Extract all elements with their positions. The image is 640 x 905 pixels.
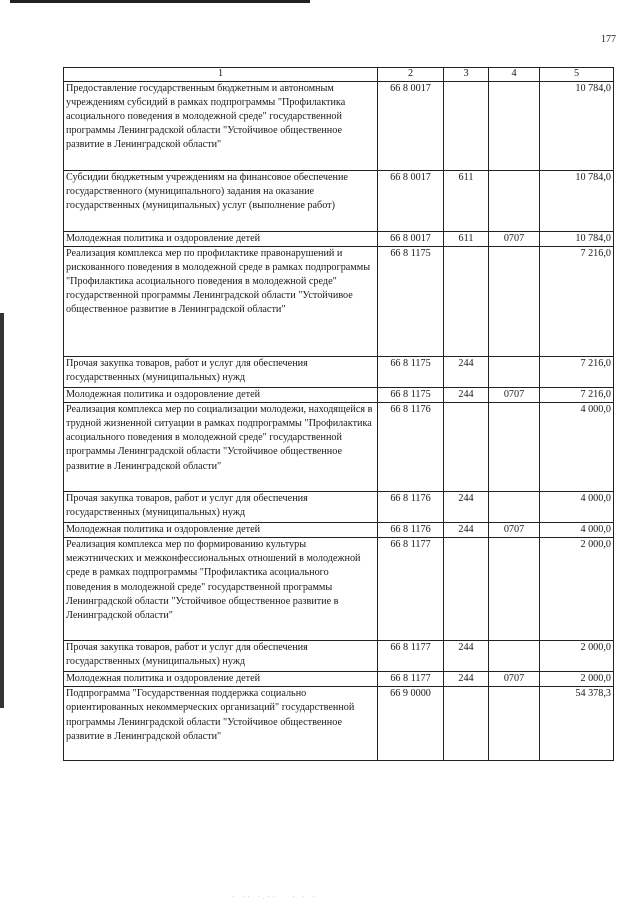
row-type-cell xyxy=(444,247,489,357)
scan-edge-mark xyxy=(10,0,310,3)
table-header-row xyxy=(64,68,614,82)
row-section-cell: 0707 xyxy=(489,388,540,403)
row-section-cell xyxy=(489,403,540,492)
table-row xyxy=(64,538,614,641)
row-section-cell: 0707 xyxy=(489,672,540,687)
row-amount-cell: 7 216,0 xyxy=(540,388,614,403)
column-header-type: 3 xyxy=(444,68,489,82)
row-name-cell: Субсидии бюджетным учреждениям на финансовое обеспечение государственного (муниципального) задания на оказание государственных (муниципальных) услуг (выполнение работ) xyxy=(64,171,378,232)
row-type-cell: 244 xyxy=(444,672,489,687)
row-name-cell: Реализация комплекса мер по формированию культуры межэтнических и межконфессиональных отношений в молодежной среде в рамках подпрограммы "Профилактика асоциального поведения в молодежной среде" государственной программы Ленинградской области "Устойчивое общественное развитие в Ленинградской области" xyxy=(64,538,378,641)
row-code-cell: 66 8 0017 xyxy=(378,82,444,171)
column-header-amount: 5 xyxy=(540,68,614,82)
page-number: 177 xyxy=(601,34,616,45)
row-amount-cell: 7 216,0 xyxy=(540,357,614,388)
row-amount-cell: 7 216,0 xyxy=(540,247,614,357)
row-name-cell: Молодежная политика и оздоровление детей xyxy=(64,672,378,687)
row-section-cell xyxy=(489,492,540,523)
scan-binding-mark xyxy=(0,313,4,708)
row-name-cell: Прочая закупка товаров, работ и услуг для обеспечения государственных (муниципальных) нужд xyxy=(64,641,378,672)
row-type-cell: 244 xyxy=(444,641,489,672)
row-section-cell xyxy=(489,357,540,388)
row-amount-cell: 2 000,0 xyxy=(540,641,614,672)
table-row xyxy=(64,247,614,357)
row-amount-cell: 2 000,0 xyxy=(540,538,614,641)
table-row xyxy=(64,641,614,672)
column-header-section: 4 xyxy=(489,68,540,82)
row-type-cell: 611 xyxy=(444,232,489,247)
column-header-code: 2 xyxy=(378,68,444,82)
row-name-cell: Реализация комплекса мер по профилактике правонарушений и рискованного поведения в молодежной среде в рамках подпрограммы "Профилактика асоциального поведения в молодежной среде" государственной программы Ленинградской области "Устойчивое общественное развитие в Ленинградской области" xyxy=(64,247,378,357)
row-section-cell xyxy=(489,171,540,232)
row-type-cell: 244 xyxy=(444,492,489,523)
row-section-cell: 0707 xyxy=(489,232,540,247)
row-name-cell: Молодежная политика и оздоровление детей xyxy=(64,232,378,247)
row-amount-cell: 2 000,0 xyxy=(540,672,614,687)
row-name-cell: Молодежная политика и оздоровление детей xyxy=(64,388,378,403)
row-name-cell: Подпрограмма "Государственная поддержка социально ориентированных некоммерческих организаций" государственной программы Ленинградской области "Устойчивое общественное развитие в Ленинградской области" xyxy=(64,687,378,761)
row-section-cell xyxy=(489,641,540,672)
row-code-cell: 66 8 1175 xyxy=(378,247,444,357)
table-row xyxy=(64,687,614,761)
row-amount-cell: 4 000,0 xyxy=(540,492,614,523)
row-code-cell: 66 8 1177 xyxy=(378,538,444,641)
row-amount-cell: 10 784,0 xyxy=(540,171,614,232)
row-code-cell: 66 8 0017 xyxy=(378,171,444,232)
row-name-cell: Прочая закупка товаров, работ и услуг для обеспечения государственных (муниципальных) нужд xyxy=(64,492,378,523)
table-row xyxy=(64,672,614,687)
row-type-cell: 611 xyxy=(444,171,489,232)
row-type-cell: 244 xyxy=(444,357,489,388)
row-type-cell xyxy=(444,403,489,492)
row-name-cell: Молодежная политика и оздоровление детей xyxy=(64,523,378,538)
row-code-cell: 66 8 1176 xyxy=(378,523,444,538)
row-type-cell xyxy=(444,538,489,641)
row-name-cell: Предоставление государственным бюджетным и автономным учреждениям субсидий в рамках подпрограммы "Профилактика асоциального поведения в молодежной среде" государственной программы Ленинградской области "Устойчивое общественное развитие в Ленинградской области" xyxy=(64,82,378,171)
table-row xyxy=(64,82,614,171)
row-amount-cell: 4 000,0 xyxy=(540,523,614,538)
row-name-cell: Реализация комплекса мер по социализации молодежи, находящейся в трудной жизненной ситуации в рамках подпрограммы "Профилактика асоциального поведения в молодежной среде" государственной программы Ленинградской области "Устойчивое общественное развитие в Ленинградской области" xyxy=(64,403,378,492)
row-code-cell: 66 8 1177 xyxy=(378,672,444,687)
row-code-cell: 66 8 1175 xyxy=(378,357,444,388)
row-code-cell: 66 8 1176 xyxy=(378,403,444,492)
row-amount-cell: 4 000,0 xyxy=(540,403,614,492)
row-code-cell: 66 8 1177 xyxy=(378,641,444,672)
row-code-cell: 66 9 0000 xyxy=(378,687,444,761)
row-type-cell xyxy=(444,687,489,761)
row-code-cell: 66 8 1176 xyxy=(378,492,444,523)
budget-table xyxy=(63,67,614,761)
table-row xyxy=(64,388,614,403)
row-amount-cell: 10 784,0 xyxy=(540,82,614,171)
row-type-cell: 244 xyxy=(444,523,489,538)
table-row xyxy=(64,403,614,492)
row-type-cell xyxy=(444,82,489,171)
table-row xyxy=(64,523,614,538)
row-name-cell: Прочая закупка товаров, работ и услуг для обеспечения государственных (муниципальных) нужд xyxy=(64,357,378,388)
row-code-cell: 66 8 1175 xyxy=(378,388,444,403)
table-row xyxy=(64,357,614,388)
row-amount-cell: 54 378,3 xyxy=(540,687,614,761)
row-code-cell: 66 8 0017 xyxy=(378,232,444,247)
row-type-cell: 244 xyxy=(444,388,489,403)
row-section-cell xyxy=(489,247,540,357)
row-section-cell xyxy=(489,687,540,761)
row-section-cell: 0707 xyxy=(489,523,540,538)
scan-noise: · ·· ·.·· · · · xyxy=(232,893,318,901)
row-amount-cell: 10 784,0 xyxy=(540,232,614,247)
column-header-name: 1 xyxy=(64,68,378,82)
table-row xyxy=(64,492,614,523)
table-row xyxy=(64,232,614,247)
row-section-cell xyxy=(489,82,540,171)
table-row xyxy=(64,171,614,232)
row-section-cell xyxy=(489,538,540,641)
